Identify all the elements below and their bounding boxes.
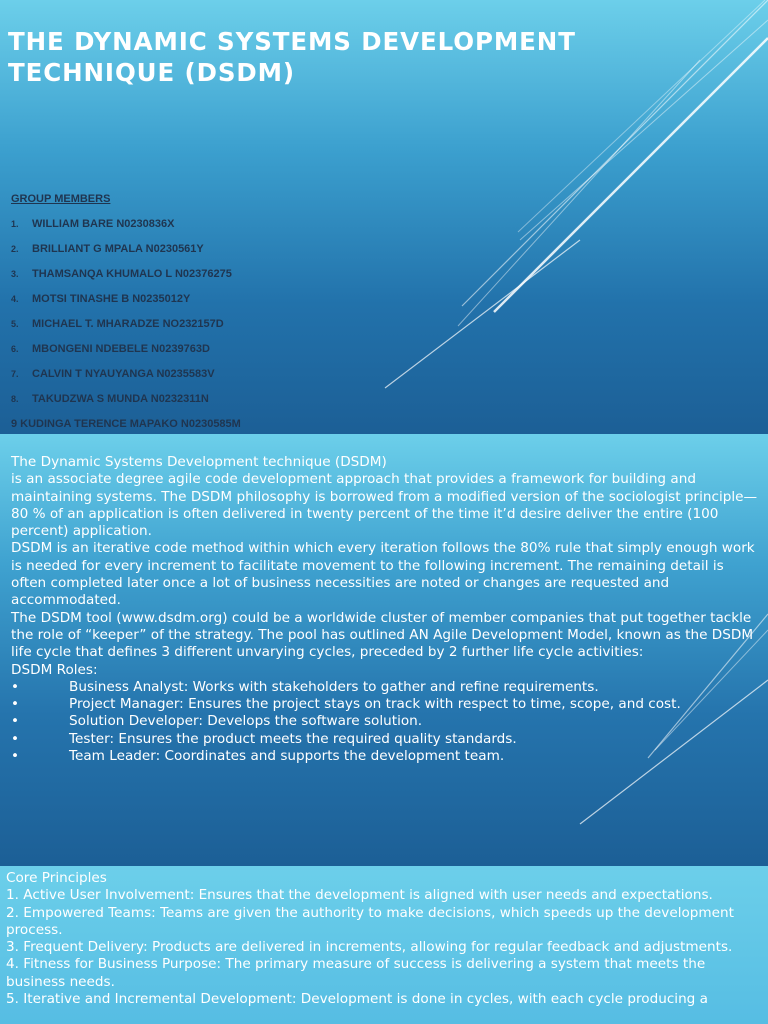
list-item (11, 696, 763, 713)
title-slide (0, 0, 768, 434)
bullet-icon: • (11, 678, 20, 695)
list-item (11, 218, 431, 243)
list-item: 1. Active User Involvement: Ensures that the development is aligned with user needs and expectations. (6, 887, 713, 904)
roles-heading: DSDM Roles: (11, 661, 98, 678)
group-members-list (11, 193, 431, 430)
member-name: BRILLIANT G MPALA N0230561Y (32, 243, 204, 255)
list-item: 4. Fitness for Business Purpose: The primary measure of success is delivering a system that meets the business needs. (6, 956, 706, 990)
title-line-2: TECHNIQUE (DSDM) (8, 58, 296, 87)
dsdm-overview-slide (0, 434, 768, 866)
list-number: 7. (11, 369, 19, 379)
group-members-heading: GROUP MEMBERS (11, 193, 111, 205)
member-name: MBONGENI NDEBELE N0239763D (32, 343, 210, 355)
list-number: 3. (11, 269, 19, 279)
paragraph: The Dynamic Systems Development technique (DSDM) (11, 454, 387, 470)
paragraph: is an associate degree agile code development approach that provides a framework for building and maintaining systems. The DSDM philosophy is borrowed from a modified version of the sociologist principle—80 % of an application is often delivered in twenty percent of the time it’d desire deliver the entire (100 percent) application. (11, 471, 758, 540)
list-item (11, 368, 431, 393)
list-item: 5. Iterative and Incremental Development: Development is done in cycles, with each cycle producing a (6, 991, 708, 1008)
bullet-icon: • (11, 748, 20, 765)
list-item (11, 418, 431, 430)
list-number: 6. (11, 344, 19, 354)
paragraph: DSDM is an iterative code method within which every iteration follows the 80% rule that simply enough work is needed for every increment to facilitate movement to the following increment. The remaining detail is often completed later once a lot of business necessities are noted or changes are requested and accommodated. (11, 540, 755, 609)
list-item (11, 268, 431, 293)
list-number: 4. (11, 294, 19, 304)
list-item (11, 713, 763, 730)
role-text: Solution Developer: Develops the software solution. (69, 713, 423, 730)
bullet-icon: • (11, 696, 20, 713)
list-number: 1. (11, 219, 19, 229)
page-title (8, 26, 576, 88)
member-name: TAKUDZWA S MUNDA N0232311N (32, 393, 209, 405)
member-items (11, 218, 431, 430)
list-number: 8. (11, 394, 19, 404)
member-name: MICHAEL T. MHARADZE NO232157D (32, 318, 224, 330)
list-item (11, 343, 431, 368)
role-text: Project Manager: Ensures the project stays on track with respect to time, scope, and cost. (69, 696, 681, 713)
member-name: THAMSANQA KHUMALO L N02376275 (32, 268, 232, 280)
bullet-icon: • (11, 713, 20, 730)
list-item (11, 748, 763, 765)
title-line-1: THE DYNAMIC SYSTEMS DEVELOPMENT (8, 27, 576, 56)
paragraph: The DSDM tool (www.dsdm.org) could be a worldwide cluster of member companies that put together tackle the role of “keeper” of the strategy. The pool has outlined AN Agile Development Model, known as the DSDM life cycle that defines 3 different unvarying cycles, preceded by 2 further life cycle activities: (11, 609, 754, 661)
list-item (11, 293, 431, 318)
list-item (11, 731, 763, 748)
list-item: 2. Empowered Teams: Teams are given the authority to make decisions, which speeds up the development process. (6, 904, 734, 938)
dsdm-overview-text (11, 454, 763, 765)
list-item: 3. Frequent Delivery: Products are delivered in increments, allowing for regular feedback and adjustments. (6, 939, 733, 956)
member-name: 9 KUDINGA TERENCE MAPAKO N0230585M (11, 418, 241, 430)
section-heading: Core Principles (6, 870, 107, 886)
core-principles-slide (0, 866, 768, 1024)
list-item (11, 393, 431, 418)
list-item (11, 318, 431, 343)
list-item (11, 243, 431, 268)
member-name: WILLIAM BARE N0230836X (32, 218, 175, 230)
member-name: MOTSI TINASHE B N0235012Y (32, 293, 191, 305)
role-text: Team Leader: Coordinates and supports the development team. (69, 748, 505, 765)
list-number: 5. (11, 319, 19, 329)
role-text: Business Analyst: Works with stakeholders to gather and refine requirements. (69, 678, 599, 695)
member-name: CALVIN T NYAUYANGA N0235583V (32, 368, 215, 380)
core-principles-text (6, 870, 766, 1008)
list-number: 2. (11, 244, 19, 254)
role-text: Tester: Ensures the product meets the required quality standards. (69, 730, 517, 747)
list-item (11, 679, 763, 696)
bullet-icon: • (11, 730, 20, 747)
